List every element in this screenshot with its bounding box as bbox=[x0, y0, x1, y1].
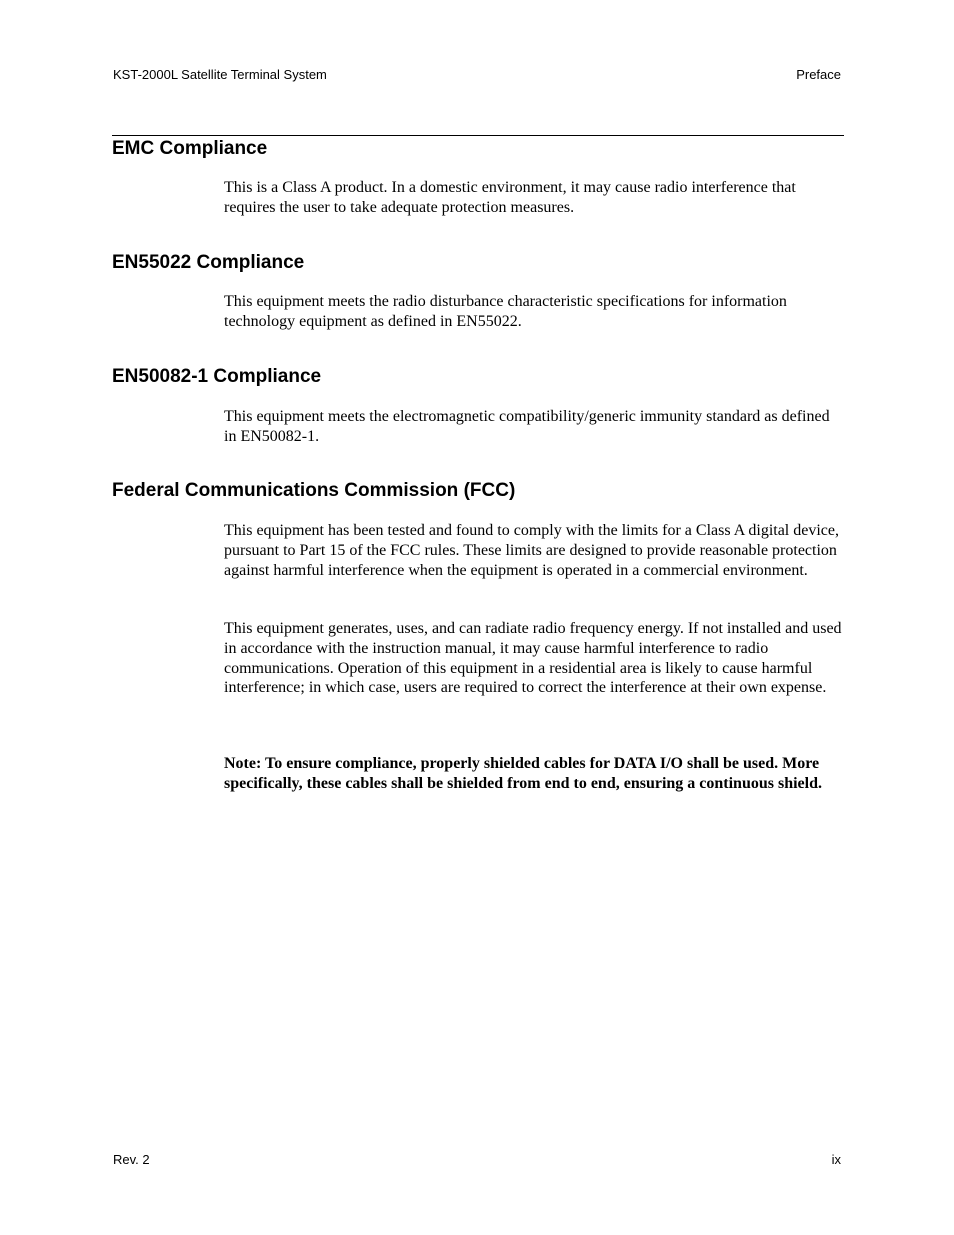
paragraph-fcc-limits: This equipment has been tested and found to comply with the limits for a Class A digital device, pursuant to Part 15 of the FCC rules. These limits are designed to provide reasonable protection against harmful interference when the equipment is operated in a commercial environment. bbox=[224, 522, 839, 579]
paragraph-en55022: This equipment meets the radio disturbance characteristic specifications for information technology equipment as defined in EN55022. bbox=[224, 293, 787, 330]
section-heading-en55022: EN55022 Compliance bbox=[112, 252, 305, 273]
header-rule bbox=[112, 135, 844, 136]
paragraph-fcc-interference: This equipment generates, uses, and can radiate radio frequency energy. If not installed and used in accordance with the instruction manual, it may cause harmful interference to radio communications. Operation of this equipment in a residential area is likely to cause harmful interference; in which case, users are required to correct the interference at their own expense. bbox=[224, 620, 842, 697]
running-header-title: KST-2000L Satellite Terminal System bbox=[113, 67, 327, 82]
footer-page-number: ix bbox=[831, 1152, 841, 1167]
section-heading-fcc: Federal Communications Commission (FCC) bbox=[112, 480, 516, 501]
paragraph-emc: This is a Class A product. In a domestic environment, it may cause radio interference that requires the user to take adequate protection measures. bbox=[224, 179, 796, 216]
note-shielded-cables: Note: To ensure compliance, properly shielded cables for DATA I/O shall be used. More specifically, these cables shall be shielded from end to end, ensuring a continuous shield. bbox=[224, 755, 822, 792]
footer-revision: Rev. 2 bbox=[113, 1152, 150, 1167]
paragraph-en50082: This equipment meets the electromagnetic compatibility/generic immunity standard as defined in EN50082-1. bbox=[224, 408, 830, 445]
running-header-section: Preface bbox=[796, 67, 841, 82]
section-heading-emc: EMC Compliance bbox=[112, 138, 268, 159]
section-heading-en50082: EN50082-1 Compliance bbox=[112, 366, 322, 387]
